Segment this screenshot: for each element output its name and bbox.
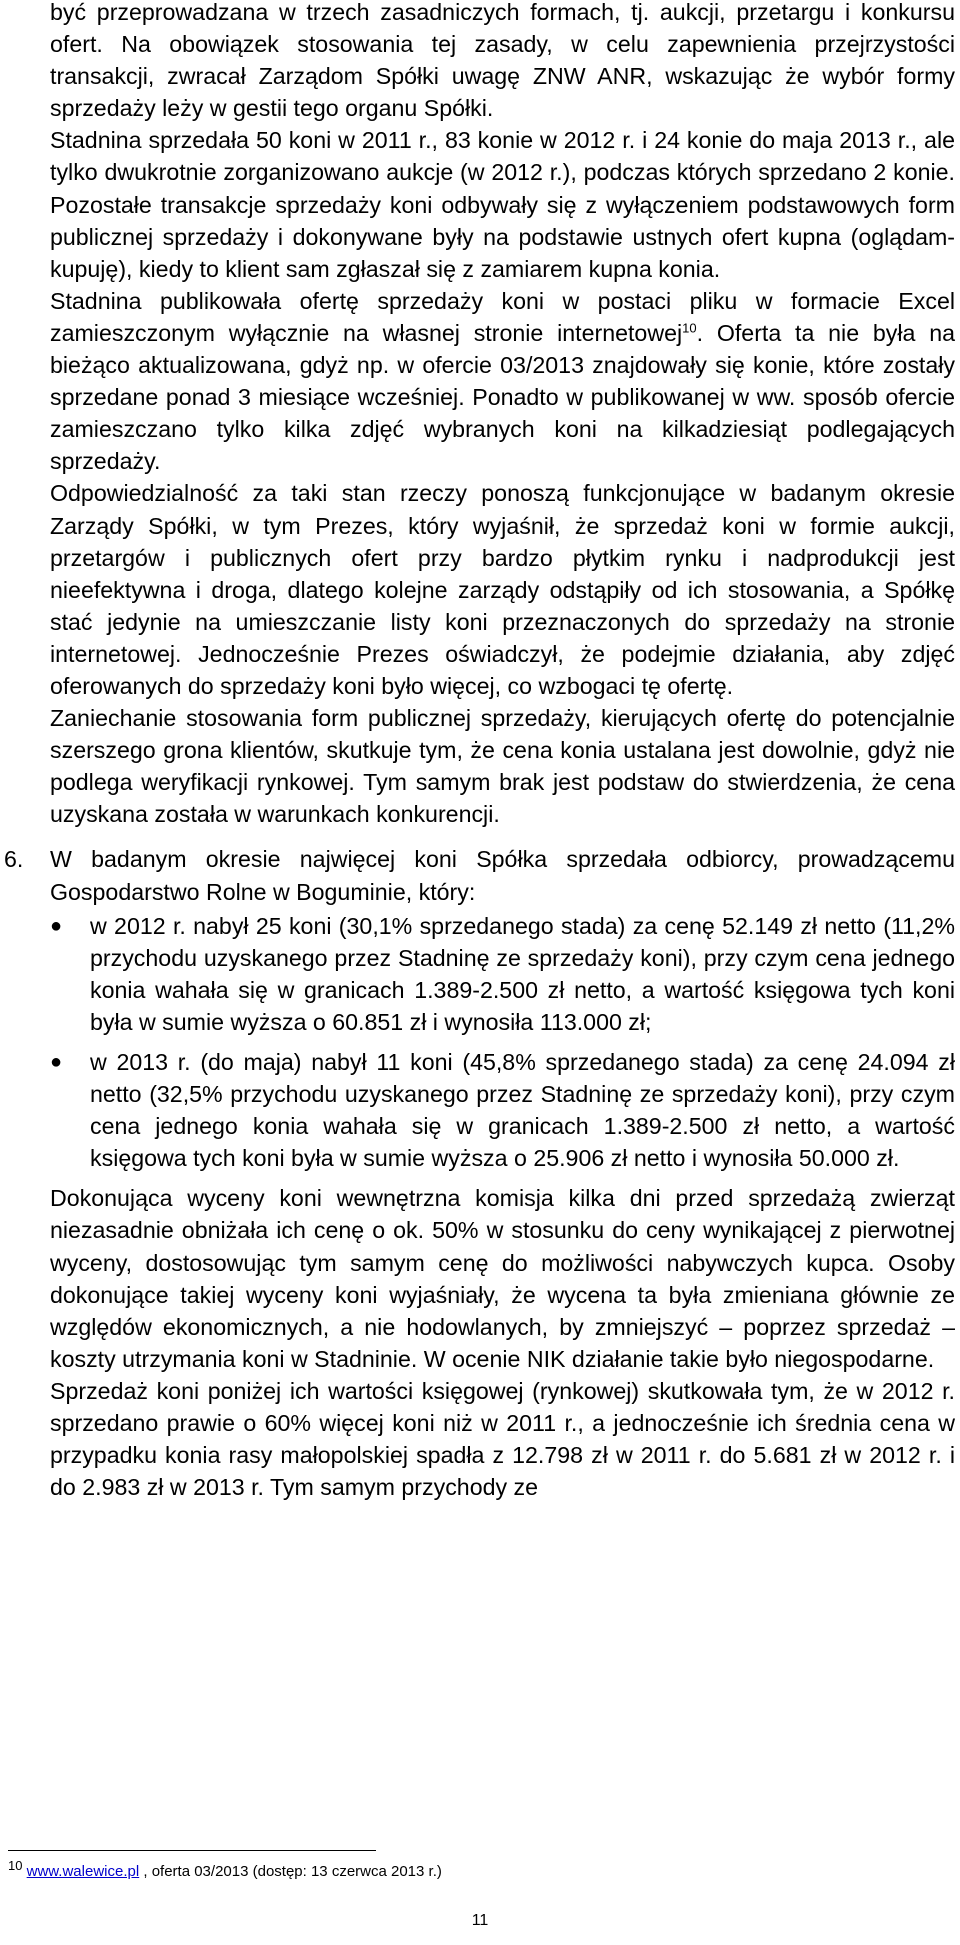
bullet-icon: ● <box>50 914 63 937</box>
item-body <box>50 843 955 1182</box>
bullet-text-2012: w 2012 r. nabył 25 koni (30,1% sprzedanego stada) za cenę 52.149 zł netto (11,2% przychodu uzyskanego przez Stadninę ze sprzedaży koni), przy czym cena jednego konia wahała się w granicach 1.389-2.500 zł netto, a wartość księgowa tych koni była w sumie wyższa o 60.851 zł i wynosiła 113.000 zł; <box>90 912 955 1035</box>
excel-offer-text-2: . Oferta ta nie była na bieżąco aktualizowana, gdyż np. w ofercie 03/2013 znajdowały się konie, które zostały sprzedane ponad 3 miesiące wcześniej. Ponadto w publikowanej w ww. sposób ofercie zamieszczano tylko kilka zdjęć wybranych koni na kilkadziesiąt podlegających sprzedaży. <box>50 319 956 475</box>
paragraph-valuation: Dokonująca wyceny koni wewnętrzna komisja kilka dni przed sprzedażą zwierząt niezasadnie obniżała ich cenę o ok. 50% w stosunku do ceny wynikającej z pierwotnej wyceny, dostosowując tym samym cenę do możliwości nabywczych kupca. Osoby dokonujące takiej wyceny koni wyjaśniały, że wycena ta była zmieniana głównie ze względów ekonomicznych, a nie hodowlanych, by zmniejszyć – poprzez sprzedaż – koszty utrzymania koni w Stadninie. W ocenie NIK działanie takie było niegospodarne. <box>50 1185 955 1372</box>
page-number: 11 <box>471 1912 489 1929</box>
bullet-icon: ● <box>50 1051 63 1073</box>
footnote-separator <box>8 1850 376 1851</box>
bullet-text-2013: w 2013 r. (do maja) nabył 11 koni (45,8% sprzedanego stada) za cenę 24.094 zł netto (32,5% przychodu uzyskanego przez Stadninę ze sprzedaży koni), przy czym cena jednego konia wahała się w granicach 1.389-2.500 zł netto, a wartość księgowa tych koni była w sumie wyższa o 25.906 zł netto i wynosiła 50.000 zł. <box>90 1049 955 1172</box>
excel-offer-text-1: Stadnina publikowała ofertę sprzedaży koni w postaci pliku w formacie Excel zamieszczonym wyłącznie na własnej stronie internetowej <box>50 287 955 346</box>
paragraph-sale-forms: być przeprowadzana w trzech zasadniczych formach, tj. aukcji, przetargu i konkursu ofert. Na obowiązek stosowania tej zasady, w celu zapewnienia przejrzystości transakcji, zwracał Zarządom Spółki uwagę ZNW ANR, wskazując że wybór formy sprzedaży leży w gestii tego organu Spółki. <box>50 0 955 122</box>
footnote-reference[interactable]: 10 <box>682 320 697 336</box>
list-item <box>50 1046 955 1174</box>
footnote-text: , oferta 03/2013 (dostęp: 13 czerwca 2013 r.) <box>139 1863 442 1880</box>
body-text <box>4 0 956 1503</box>
paragraph-excel-offer <box>50 285 955 478</box>
paragraph-responsibility: Odpowiedzialność za taki stan rzeczy ponoszą funkcjonujące w badanym okresie Zarządy Spółki, w tym Prezes, który wyjaśnił, że sprzedaż koni w formie aukcji, przetargów i publicznych ofert przy bardzo płytkim rynku i nadprodukcji jest nieefektywna i droga, dlatego kolejne zarządy odstąpiły od ich stosowania, a Spółkę stać jedynie na umieszczanie listy koni przeznaczonych do sprzedaży na stronie internetowej. Jednocześnie Prezes oświadczył, że podejmie działania, aby zdjęć oferowanych do sprzedaży koni było więcej, co wzbogaci tę ofertę. <box>50 480 955 699</box>
paragraph-abandonment: Zaniechanie stosowania form publicznej sprzedaży, kierujących ofertę do potencjalnie szerszego grona klientów, skutkuje tym, że cena konia ustalana jest dowolnie, gdyż nie podlega weryfikacji rynkowej. Tym samym brak jest podstaw do stwierdzenia, że cena uzyskana została w warunkach konkurencji. <box>50 705 955 828</box>
footnote-marker: 10 <box>8 1858 23 1873</box>
bullet-list <box>50 910 955 1175</box>
paragraph-sale-below-value: Sprzedaż koni poniżej ich wartości księgowej (rynkowej) skutkowała tym, że w 2012 r. sprzedano prawie o 60% więcej koni niż w 2011 r., a jednocześnie ich średnia cena w przypadku konia rasy małopolskiej spadła z 12.798 zł w 2011 r. do 5.681 zł w 2012 r. i do 2.983 zł w 2013 r. Tym samym przychody ze <box>50 1377 955 1501</box>
item-number: 6. <box>4 846 24 873</box>
item-intro: W badanym okresie najwięcej koni Spółka sprzedała odbiorcy, prowadzącemu Gospodarstwo Rolne w Boguminie, który: <box>50 846 955 905</box>
footnote <box>8 1858 442 1882</box>
paragraph-horses-sold: Stadnina sprzedała 50 koni w 2011 r., 83 konie w 2012 r. i 24 konie do maja 2013 r., ale tylko dwukrotnie zorganizowano aukcje (w 2012 r.), podczas których sprzedano 2 konie. Pozostałe transakcje sprzedaży koni odbywały się z wyłączeniem podstawowych form publicznej sprzedaży i dokonywane były na podstawie ustnych ofert kupna (oglądam-kupuję), kiedy to klient sam zgłaszał się z zamiarem kupna konia. <box>50 127 955 282</box>
numbered-item-6 <box>4 843 955 1182</box>
list-item <box>50 910 955 1038</box>
footnote-link[interactable]: www.walewice.pl <box>26 1863 140 1880</box>
